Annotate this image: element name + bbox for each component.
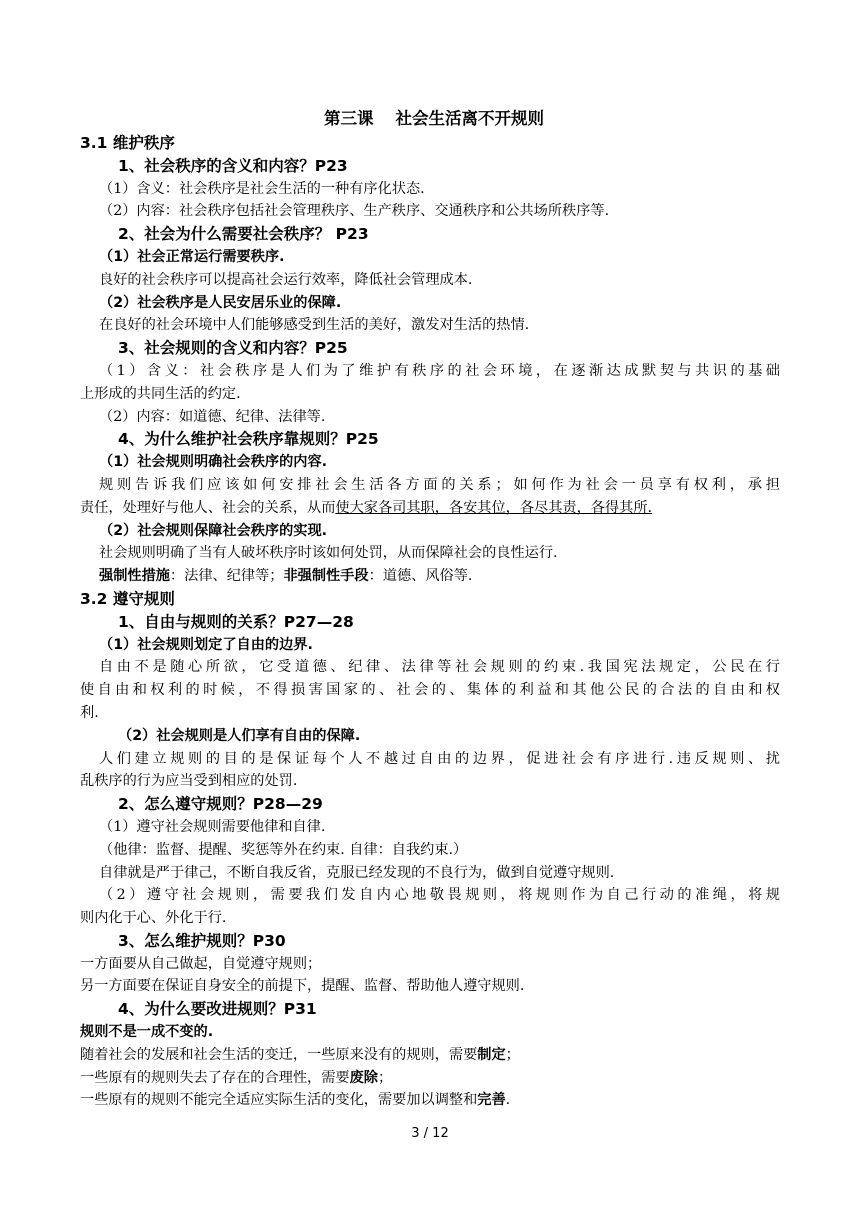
answer-line: 自律就是严于律己，不断自我反省，克服已经发现的不良行为，做到自觉遵守规则. xyxy=(99,864,615,881)
section-heading: 3.1 维护秩序 xyxy=(80,134,175,152)
answer-line xyxy=(80,884,780,907)
lesson-title xyxy=(88,106,780,132)
bold-keyword: 完善 xyxy=(477,1092,506,1109)
answer-point-heading: （1）社会规则明确社会秩序的内容. xyxy=(99,454,328,471)
question-heading: 1、社会秩序的含义和内容？P23 xyxy=(118,156,348,175)
answer-line-text: 自由不是随心所欲，它受道德、纪律、法律等社会规则的约束.我国宪法规定，公民在行 xyxy=(99,659,780,676)
answer-line xyxy=(80,748,780,771)
answer-line: （1）遵守社会规则需要他律和自律. xyxy=(99,818,326,835)
underlined-text: 使大家各司其职，各安其位，各尽其责，各得其所. xyxy=(335,499,653,516)
question-heading: 3、怎么维护规则？P30 xyxy=(118,931,286,950)
answer-line xyxy=(80,679,780,702)
answer-line: （2）内容：社会秩序包括社会管理秩序、生产秩序、交通秩序和公共场所秩序等. xyxy=(99,203,610,220)
answer-line xyxy=(80,565,780,588)
answer-point-heading: （2）社会规则是人们享有自由的保障. xyxy=(118,727,361,744)
question-heading: 2、怎么遵守规则？P28—29 xyxy=(118,795,323,814)
answer-line-text: 规则告诉我们应该如何安排社会生活各方面的关系；如何作为社会一员享有权利，承担 xyxy=(99,476,780,493)
answer-line: （2）内容：如道德、纪律、法律等. xyxy=(99,408,326,425)
answer-line: 社会规则明确了当有人破坏秩序时该如何处罚，从而保障社会的良性运行. xyxy=(99,545,558,562)
answer-line-text: 人们建立规则的目的是保证每个人不越过自由的边界，促进社会有序进行.违反规则、扰 xyxy=(99,750,780,767)
answer-line xyxy=(80,1067,780,1090)
answer-line: 良好的社会秩序可以提高社会运行效率，降低社会管理成本. xyxy=(99,271,473,288)
answer-line-text: ； xyxy=(377,1069,393,1086)
document-body xyxy=(80,106,780,1112)
answer-line-text: 一些原有的规则不能完全适应实际生活的变化，需要加以调整和 xyxy=(80,1092,478,1109)
answer-line-text: 责任，处理好与他人、社会的关系，从而 xyxy=(80,499,336,516)
answer-line-text: （2）遵守社会规则，需要我们发自内心地敬畏规则，将规则作为自己行动的准绳，将规 xyxy=(99,887,780,904)
bold-label: 强制性措施 xyxy=(99,568,170,585)
answer-point-heading: （2）社会规则保障社会秩序的实现. xyxy=(99,522,328,539)
answer-line xyxy=(80,474,780,497)
answer-line-text: ：道德、风俗等. xyxy=(368,568,473,585)
answer-line: 则内化于心、外化于行. xyxy=(80,910,227,927)
answer-line xyxy=(80,1089,780,1112)
lesson-number: 第三课 xyxy=(324,109,374,128)
answer-line-text: （1）含义：社会秩序是人们为了维护有秩序的社会环境，在逐渐达成默契与共识的基础 xyxy=(99,362,780,379)
question-heading: 1、自由与规则的关系？P27—28 xyxy=(118,612,354,631)
answer-line: 乱秩序的行为应当受到相应的处罚. xyxy=(80,773,298,790)
lesson-name: 社会生活离不开规则 xyxy=(395,109,544,128)
answer-line-text: 随着社会的发展和社会生活的变迁，一些原来没有的规则，需要 xyxy=(80,1046,478,1063)
answer-point-heading: （1）社会正常运行需要秩序. xyxy=(99,248,285,265)
answer-line: （1）含义：社会秩序是社会生活的一种有序化状态. xyxy=(99,180,425,197)
question-heading: 4、为什么维护社会秩序靠规则？P25 xyxy=(118,430,379,449)
section-heading: 3.2 遵守规则 xyxy=(80,589,175,608)
answer-point-heading: （2）社会秩序是人民安居乐业的保障. xyxy=(99,294,342,311)
question-heading: 3、社会规则的含义和内容？P25 xyxy=(118,339,348,358)
answer-line xyxy=(80,1044,780,1067)
bold-keyword: 制定 xyxy=(477,1046,506,1063)
answer-line-text: 一些原有的规则失去了存在的合理性，需要 xyxy=(80,1069,350,1086)
answer-line-text: . xyxy=(505,1092,511,1109)
answer-line: 另一方面要在保证自身安全的前提下，提醒、监督、帮助他人遵守规则. xyxy=(80,978,525,995)
answer-line: 上形成的共同生活的约定. xyxy=(80,385,241,402)
answer-line xyxy=(80,497,780,520)
bold-keyword: 废除 xyxy=(349,1069,378,1086)
question-heading: 4、为什么要改进规则？P31 xyxy=(118,1000,317,1019)
answer-line xyxy=(80,360,780,383)
bold-label: 非强制性手段 xyxy=(283,568,369,585)
answer-point-heading: （1）社会规则划定了自由的边界. xyxy=(99,636,313,653)
answer-line: 在良好的社会环境中人们能够感受到生活的美好，激发对生活的热情. xyxy=(99,317,530,334)
answer-point-heading: 规则不是一成不变的. xyxy=(80,1024,214,1041)
answer-line: （他律：监督、提醒、奖惩等外在约束. 自律：自我约束.） xyxy=(99,841,468,858)
answer-line-text: ； xyxy=(505,1046,520,1063)
answer-line-text: 使自由和权利的时候，不得损害国家的、社会的、集体的利益和其他公民的合法的自由和权 xyxy=(80,682,780,699)
answer-line: 一方面要从自己做起，自觉遵守规则； xyxy=(80,955,322,972)
question-heading: 2、社会为什么需要社会秩序？ P23 xyxy=(118,225,369,244)
answer-line xyxy=(80,656,780,679)
answer-line: 利. xyxy=(80,704,99,721)
answer-line-text: ：法律、纪律等； xyxy=(169,568,284,585)
page-number: 3 / 12 xyxy=(411,1126,449,1141)
